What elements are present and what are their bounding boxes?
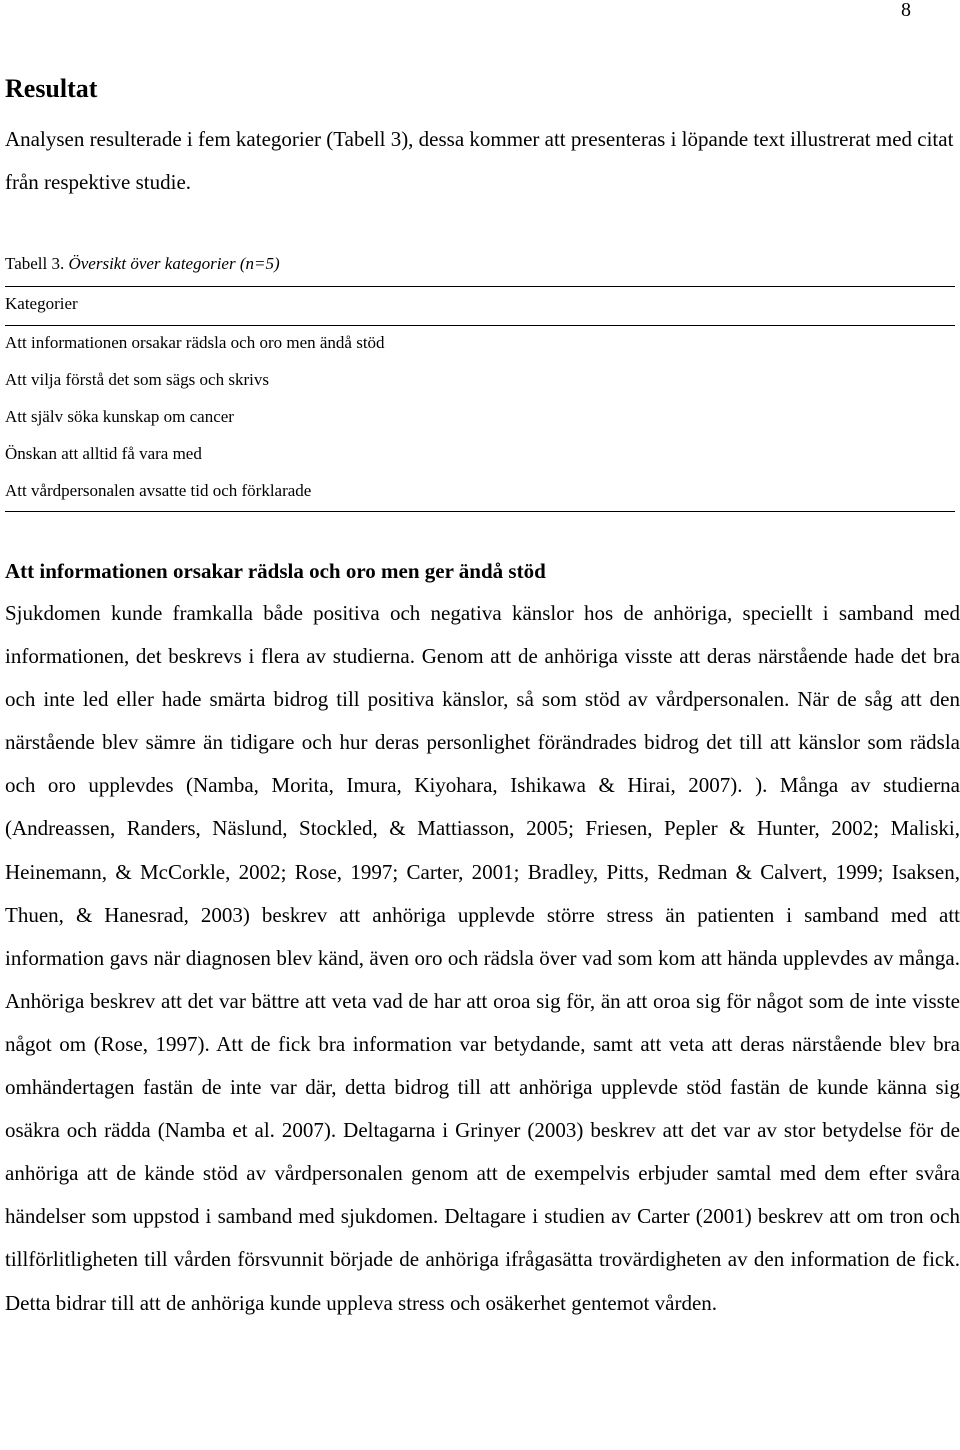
intro-paragraph: Analysen resulterade i fem kategorier (Tabell 3), dessa kommer att presenteras i löpande text illustrerat med citat från respektive studie. <box>5 127 954 194</box>
table-row: Önskan att alltid få vara med <box>5 444 202 463</box>
table-row: Att själv söka kunskap om cancer <box>5 407 234 426</box>
table-row: Att informationen orsakar rädsla och oro men ändå stöd <box>5 333 385 352</box>
table-body <box>5 331 385 516</box>
section-paragraph: Sjukdomen kunde framkalla både positiva och negativa känslor hos de anhöriga, speciellt i samband med informationen, det beskrevs i flera av studierna. Genom att de anhöriga visste att deras närstående hade det bra och inte led eller hade smärta bidrog till positiva känslor, så som stöd av vårdpersonalen. När de såg att den närstående blev sämre än tidigare och hur deras personlighet förändrades bidrog det till att känslor som rädsla och oro upplevdes (Namba, Morita, Imura, Kiyohara, Ishikawa & Hirai, 2007). ). Många av studierna (Andreassen, Randers, Näslund, Stockled, & Mattiasson, 2005; Friesen, Pepler & Hunter, 2002; Maliski, Heinemann, & McCorkle, 2002; Rose, 1997; Carter, 2001; Bradley, Pitts, Redman & Calvert, 1999; Isaksen, Thuen, & Hanesrad, 2003) beskrev att anhöriga upplevde större stress än patienten i samband med att information gavs när diagnosen blev känd, även oro och rädsla över vad som kom att hända upplevdes av många. Anhöriga beskrev att det var bättre att veta vad de har att oroa sig för, än att oroa sig för något som de inte visste något om (Rose, 1997). Att de fick bra information var betydande, samt att veta att deras närstående blev bra omhändertagen fastän de inte var där, detta bidrog till att anhöriga upplevde stöd fastän de kunde känna sig osäkra och rädda (Namba et al. 2007). Deltagarna i Grinyer (2003) beskrev att det var av stor betydelse för de anhöriga att de kände stöd av vårdpersonalen genom att de exempelvis erbjuder samtal med dem efter svåra händelser som uppstod i samband med sjukdomen. Deltagare i studien av Carter (2001) beskrev att om tron och tillförlitligheten till vården försvunnit började de anhöriga ifrågasätta trovärdigheten av den information de fick. Detta bidrar till att de anhöriga kunde uppleva stress och osäkerhet gentemot vården. <box>5 601 960 1315</box>
table-caption <box>5 252 280 276</box>
table-top-rule <box>5 286 955 287</box>
page-number: 8 <box>901 0 911 21</box>
section-heading: Att informationen orsakar rädsla och oro men ger ändå stöd <box>5 559 546 583</box>
table-caption-label: Tabell 3. <box>5 254 65 273</box>
table-column-header: Kategorier <box>5 294 78 313</box>
table-bottom-rule <box>5 511 955 512</box>
page-heading: Resultat <box>5 74 98 103</box>
table-row: Att vilja förstå det som sägs och skrivs <box>5 370 269 389</box>
table-row: Att vårdpersonalen avsatte tid och förklarade <box>5 481 312 500</box>
table-header-rule <box>5 325 955 326</box>
table-caption-text: Översikt över kategorier (n=5) <box>68 254 280 273</box>
